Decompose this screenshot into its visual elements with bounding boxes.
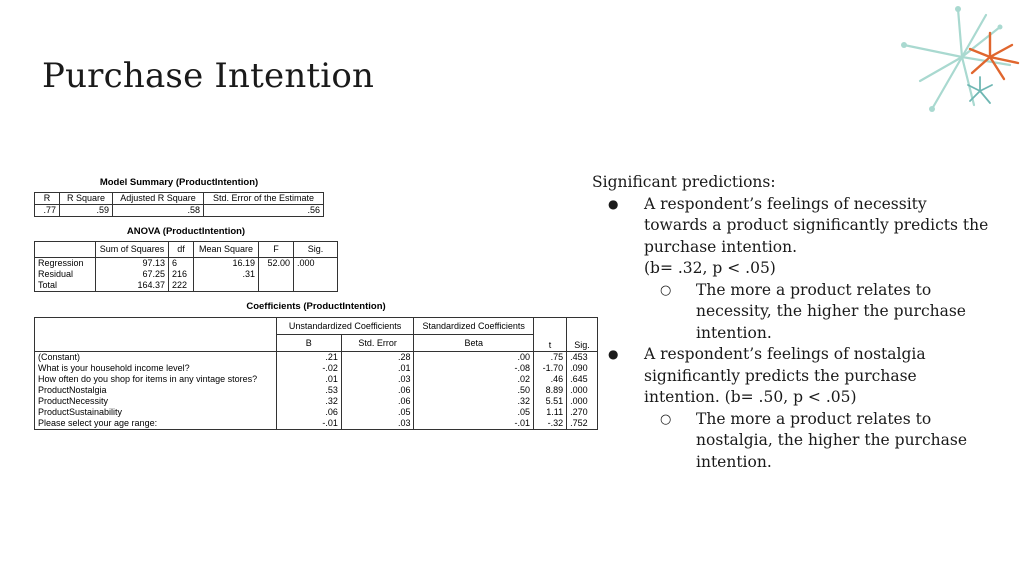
row-label: What is your household income level?: [35, 363, 277, 374]
table-cell: .06: [341, 385, 414, 396]
list-item: [608, 194, 992, 345]
column-header-blank: [35, 318, 277, 352]
row-label: Total: [35, 280, 96, 292]
table-row: [35, 205, 324, 217]
table-cell: .05: [414, 407, 534, 418]
table-row: [35, 418, 598, 430]
table-cell: 8.89: [534, 385, 567, 396]
row-label: (Constant): [35, 352, 277, 364]
table-cell: 216: [169, 269, 194, 280]
table-cell: .28: [341, 352, 414, 364]
table-cell: .000: [567, 396, 598, 407]
table-cell: .32: [276, 396, 341, 407]
table-row: [35, 396, 598, 407]
table-cell: [294, 269, 338, 280]
table-cell: 67.25: [96, 269, 169, 280]
table-row: [35, 269, 338, 280]
row-label: Residual: [35, 269, 96, 280]
table-cell: .03: [341, 418, 414, 430]
column-header: Adjusted R Square: [113, 193, 204, 205]
table-cell: .01: [276, 374, 341, 385]
finding-text: A respondent’s feelings of nostalgia significantly predicts the purchase intention. (b= .50, p < .05): [644, 345, 926, 406]
table-cell: [259, 280, 294, 292]
table-cell: 164.37: [96, 280, 169, 292]
anova-caption: ANOVA (ProductIntention): [126, 226, 246, 237]
table-cell: -.08: [414, 363, 534, 374]
table-cell: .453: [567, 352, 598, 364]
table-cell: 5.51: [534, 396, 567, 407]
sub-bullet-icon: ○: [660, 411, 672, 427]
table-cell: -1.70: [534, 363, 567, 374]
table-cell: .06: [276, 407, 341, 418]
table-cell: .000: [294, 258, 338, 270]
table-cell: 52.00: [259, 258, 294, 270]
table-cell: .53: [276, 385, 341, 396]
table-group-header-row: [35, 318, 598, 335]
bullet-icon: ●: [608, 347, 619, 361]
column-header: t: [534, 318, 567, 352]
table-header-row: [35, 193, 324, 205]
column-header: Sig.: [567, 318, 598, 352]
column-group-header: Unstandardized Coefficients: [276, 318, 414, 335]
list-item: [608, 344, 992, 473]
table-row: [35, 280, 338, 292]
table-cell: .58: [113, 205, 204, 217]
table-cell: .645: [567, 374, 598, 385]
model-summary-table: [34, 192, 324, 217]
sub-list: [644, 409, 992, 474]
findings-notes: [592, 172, 992, 473]
table-cell: .59: [60, 205, 113, 217]
column-header: Sig.: [294, 242, 338, 258]
list-item: [660, 409, 992, 474]
row-label: ProductNostalgia: [35, 385, 277, 396]
sub-list: [644, 280, 992, 345]
table-cell: 6: [169, 258, 194, 270]
finding-stat: (b= .32, p < .05): [644, 259, 776, 277]
slide-title: Purchase Intention: [42, 56, 375, 96]
sub-bullet-icon: ○: [660, 282, 672, 298]
row-label: ProductSustainability: [35, 407, 277, 418]
table-header-row: [35, 242, 338, 258]
table-cell: .270: [567, 407, 598, 418]
column-header: df: [169, 242, 194, 258]
table-cell: .03: [341, 374, 414, 385]
table-cell: -.01: [276, 418, 341, 430]
table-row: [35, 374, 598, 385]
column-group-header: Standardized Coefficients: [414, 318, 534, 335]
list-item: [660, 280, 992, 345]
coefficients-caption: Coefficients (ProductIntention): [246, 301, 386, 312]
column-header: Mean Square: [194, 242, 259, 258]
table-cell: .090: [567, 363, 598, 374]
findings-list: [592, 194, 992, 474]
table-cell: [294, 280, 338, 292]
anova-table: [34, 241, 338, 292]
column-header: [35, 242, 96, 258]
table-row: [35, 352, 598, 364]
bullet-icon: ●: [608, 196, 619, 211]
model-summary-caption: Model Summary (ProductIntention): [99, 177, 259, 188]
table-cell: .32: [414, 396, 534, 407]
table-cell: .46: [534, 374, 567, 385]
column-header: R Square: [60, 193, 113, 205]
table-cell: .21: [276, 352, 341, 364]
table-cell: .06: [341, 396, 414, 407]
starburst-decoration-icon: [900, 5, 1024, 115]
table-cell: .000: [567, 385, 598, 396]
table-cell: [194, 280, 259, 292]
sub-finding-text: The more a product relates to nostalgia, the higher the purchase intention.: [696, 409, 967, 471]
column-header: Sum of Squares: [96, 242, 169, 258]
table-cell: .56: [204, 205, 324, 217]
column-header: Std. Error: [341, 335, 414, 352]
table-cell: .77: [35, 205, 60, 217]
table-cell: 1.11: [534, 407, 567, 418]
column-header: B: [276, 335, 341, 352]
table-cell: -.01: [414, 418, 534, 430]
table-cell: 222: [169, 280, 194, 292]
table-cell: .00: [414, 352, 534, 364]
table-cell: .31: [194, 269, 259, 280]
table-cell: .01: [341, 363, 414, 374]
column-header: Beta: [414, 335, 534, 352]
table-cell: .02: [414, 374, 534, 385]
table-row: [35, 363, 598, 374]
notes-lead: Significant predictions:: [592, 173, 776, 191]
row-label: ProductNecessity: [35, 396, 277, 407]
row-label: How often do you shop for items in any vintage stores?: [35, 374, 277, 385]
table-cell: .50: [414, 385, 534, 396]
table-cell: .752: [567, 418, 598, 430]
sub-finding-text: The more a product relates to necessity, the higher the purchase intention.: [696, 280, 966, 342]
table-cell: 16.19: [194, 258, 259, 270]
table-cell: 97.13: [96, 258, 169, 270]
table-row: [35, 258, 338, 270]
table-row: [35, 407, 598, 418]
row-label: Regression: [35, 258, 96, 270]
coefficients-table: [34, 317, 598, 430]
table-row: [35, 385, 598, 396]
table-cell: -.32: [534, 418, 567, 430]
table-cell: -.02: [276, 363, 341, 374]
table-cell: .05: [341, 407, 414, 418]
column-header: R: [35, 193, 60, 205]
table-cell: [259, 269, 294, 280]
finding-text: A respondent’s feelings of necessity towards a product significantly predicts the purchase intention.: [644, 194, 989, 256]
column-header: Std. Error of the Estimate: [204, 193, 324, 205]
row-label: Please select your age range:: [35, 418, 277, 430]
table-cell: .75: [534, 352, 567, 364]
column-header: F: [259, 242, 294, 258]
